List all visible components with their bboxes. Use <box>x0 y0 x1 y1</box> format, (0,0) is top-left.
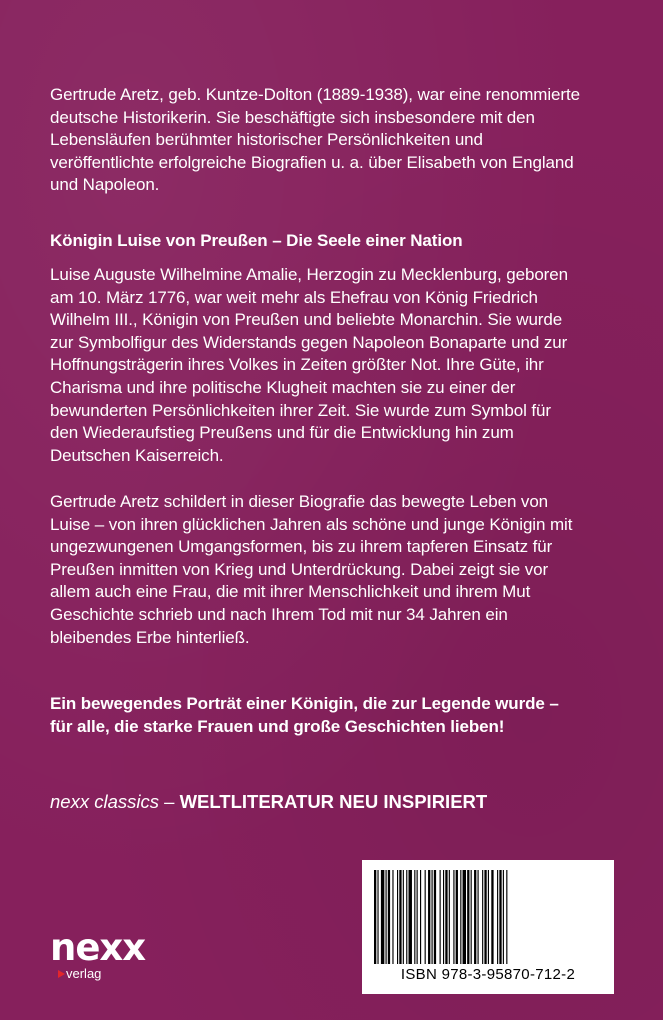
series-brand: nexx classics <box>50 791 159 812</box>
barcode-bar <box>488 870 489 964</box>
barcode-bar <box>499 870 501 964</box>
barcode-bar <box>497 870 498 964</box>
series-line <box>50 790 610 814</box>
barcode-bar <box>428 870 430 964</box>
barcode-bar <box>381 870 384 964</box>
barcode-bar <box>414 870 415 964</box>
book-title-heading: Königin Luise von Preußen – Die Seele einer Nation <box>50 231 463 250</box>
series-claim: WELTLITERATUR NEU INSPIRIERT <box>179 791 488 812</box>
barcode-bar <box>478 870 479 964</box>
publisher-logo-sub: verlag <box>66 966 102 981</box>
barcode-bar <box>392 870 393 964</box>
barcode-bar <box>456 870 458 964</box>
publisher-logo-word: nexx <box>50 926 146 969</box>
barcode-bar <box>443 870 444 964</box>
barcode-bar <box>445 870 447 964</box>
barcode-bar <box>409 870 412 964</box>
description-paragraph-1-text: Luise Auguste Wilhelmine Amalie, Herzogin zu Mecklenburg, geboren am 10. März 1776, war weit mehr als Ehefrau von König Friedrich Wilhelm III., Königin von Preußen und beliebte Monarchin. Sie wurde zur Symbolfigur des Widerstands gegen Napoleon Bonaparte und zur Hoffnungsträgerin ihres Volkes in Zeiten größter Not. Ihre Güte, ihr Charisma und ihre politische Klugheit machten sie zu einer der bewunderten Persönlichkeiten ihrer Zeit. Sie wurde zum Symbol für den Wiederaufstieg Preußens und für die Entwicklung hin zum Deutschen Kaiserreich. <box>50 265 568 465</box>
barcode-bar <box>432 870 433 964</box>
author-bio-text: Gertrude Aretz, geb. Kuntze-Dolton (1889-1938), war eine renommierte deutsche Historikerin. Sie beschäftigte sich insbesondere mit den Lebensläufen berühmter historischer Persönlichkeiten und veröffentlichte erfolgreiche Biografien u. a. über Elisabeth von England und Napoleon. <box>50 85 580 195</box>
barcode-bar <box>377 870 378 964</box>
barcode-bar <box>482 870 483 964</box>
barcode-bar <box>467 870 469 964</box>
barcode-bar <box>440 870 441 964</box>
tagline <box>50 693 580 738</box>
barcode-bar <box>403 870 404 964</box>
barcode-bar <box>406 870 407 964</box>
barcode-bar <box>386 870 387 964</box>
series-separator: – <box>158 791 180 812</box>
barcode-bar <box>471 870 472 964</box>
barcode-bar <box>453 870 454 964</box>
barcode-bar <box>420 870 421 964</box>
barcode-bar <box>417 870 418 964</box>
barcode-bar <box>399 870 401 964</box>
arrow-icon <box>58 970 65 978</box>
barcode-bar <box>449 870 450 964</box>
publisher-logo <box>50 928 160 988</box>
description-paragraph-1 <box>50 264 580 467</box>
description-paragraph-2 <box>50 491 580 649</box>
barcode-bar <box>434 870 436 964</box>
barcode-bar <box>474 870 476 964</box>
barcode-bar <box>397 870 398 964</box>
tagline-text: Ein bewegendes Porträt einer Königin, die zur Legende wurde – für alle, die starke Frauen und große Geschichten lieben! <box>50 694 559 736</box>
author-bio <box>50 84 580 197</box>
barcode-bar <box>484 870 486 964</box>
barcode-box <box>362 860 614 994</box>
barcode-bar <box>491 870 493 964</box>
barcode-icon <box>374 870 602 964</box>
barcode-bar <box>374 870 376 964</box>
description-paragraph-2-text: Gertrude Aretz schildert in dieser Biografie das bewegte Leben von Luise – von ihren glücklichen Jahren als schöne und junge Königin mit ungezwungenen Umgangsformen, bis zu ihrem tapferen Einsatz für Preußen inmitten von Krieg und Unterdrückung. Dabei zeigt sie vor allem auch eine Frau, die mit ihrer Menschlichkeit und ihrem Mut Geschichte schrieb und nach Ihrem Tod mit nur 34 Jahren ein bleibendes Erbe hinterließ. <box>50 492 573 647</box>
barcode-bar <box>388 870 390 964</box>
barcode-bar <box>503 870 504 964</box>
barcode-bar <box>460 870 461 964</box>
barcode-bar <box>463 870 466 964</box>
barcode-bar <box>425 870 426 964</box>
isbn-label: ISBN 978-3-95870-712-2 <box>400 966 576 983</box>
barcode-bar <box>506 870 507 964</box>
